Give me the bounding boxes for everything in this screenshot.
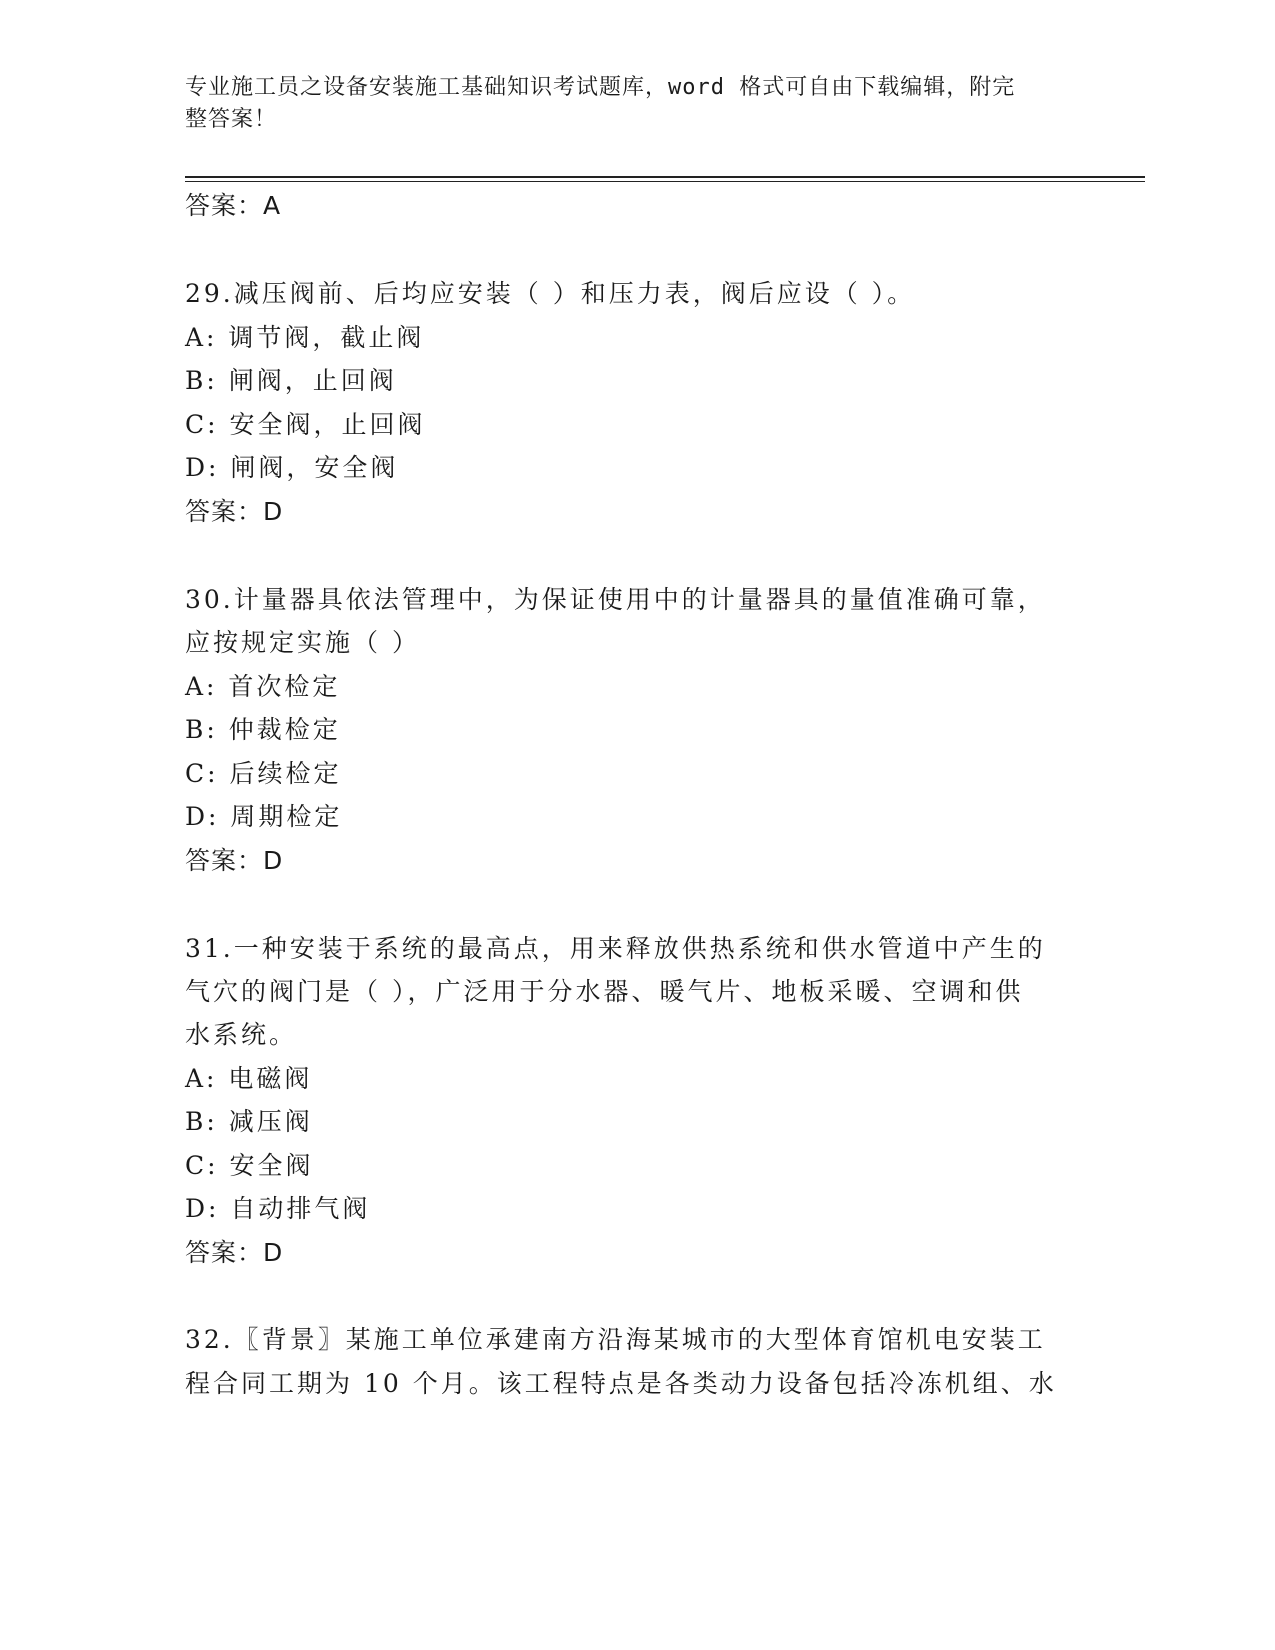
page-header bbox=[185, 72, 1065, 136]
q30-option-d: D: 周期检定 bbox=[185, 802, 343, 831]
q29-option-b: B: 闸阀，止回阀 bbox=[185, 366, 397, 395]
header-text-line1: 专业施工员之设备安装施工基础知识考试题库，word 格式可自由下载编辑，附完 bbox=[185, 75, 1016, 100]
header-divider-thick bbox=[185, 176, 1145, 178]
q30-option-c: C: 后续检定 bbox=[185, 759, 342, 788]
q31-option-c: C: 安全阀 bbox=[185, 1151, 314, 1180]
q32-stem-line1: 32.〖背景〗某施工单位承建南方沿海某城市的大型体育馆机电安装工 bbox=[185, 1325, 1046, 1354]
q31-stem-line1: 31.一种安装于系统的最高点，用来释放供热系统和供水管道中产生的 bbox=[185, 934, 1046, 963]
q31-stem-line3: 水系统。 bbox=[185, 1020, 298, 1049]
q30-option-a: A: 首次检定 bbox=[185, 672, 341, 701]
q29-stem: 29.减压阀前、后均应安装（ ）和压力表，阀后应设（ ）。 bbox=[185, 279, 916, 308]
q30-option-b: B: 仲裁检定 bbox=[185, 715, 341, 744]
q31-option-b: B: 减压阀 bbox=[185, 1107, 313, 1136]
answer-q31: 答案：D bbox=[185, 1238, 284, 1267]
header-text-line2: 整答案！ bbox=[185, 107, 278, 132]
answer-q29: 答案：D bbox=[185, 497, 284, 526]
q31-option-a: A: 电磁阀 bbox=[185, 1064, 313, 1093]
q30-stem-line1: 30.计量器具依法管理中，为保证使用中的计量器具的量值准确可靠， bbox=[185, 585, 1046, 614]
q29-option-d: D: 闸阀，安全阀 bbox=[185, 453, 399, 482]
q29-option-c: C: 安全阀，止回阀 bbox=[185, 410, 426, 439]
q31-option-d: D: 自动排气阀 bbox=[185, 1194, 371, 1223]
q32-stem-line2: 程合同工期为 10 个月。该工程特点是各类动力设备包括冷冻机组、水 bbox=[185, 1369, 1057, 1398]
header-divider-thin bbox=[185, 181, 1145, 182]
q31-stem-line2: 气穴的阀门是（ ），广泛用于分水器、暖气片、地板采暖、空调和供 bbox=[185, 977, 1024, 1006]
q30-stem-line2: 应按规定实施（ ） bbox=[185, 628, 420, 657]
answer-prev: 答案：A bbox=[185, 191, 282, 220]
q29-option-a: A: 调节阀，截止阀 bbox=[185, 323, 425, 352]
answer-q30: 答案：D bbox=[185, 846, 284, 875]
